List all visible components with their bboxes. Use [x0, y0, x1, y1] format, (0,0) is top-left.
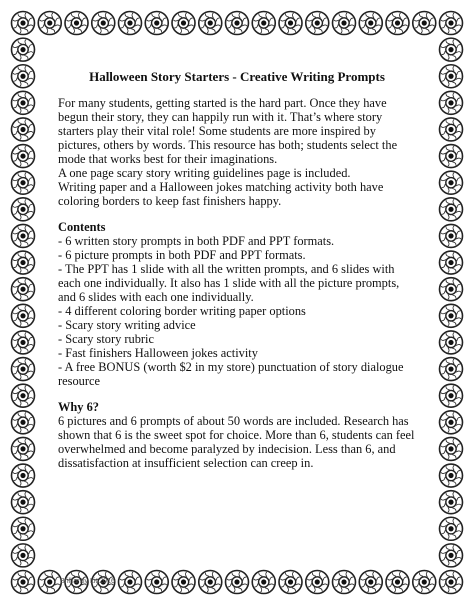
why-paragraph: 6 pictures and 6 prompts of about 50 words are included. Research has shown that 6 is the sweet spot for choice. More than 6, students can feel overwhelmed and become paralyzed by indecision. Less than 6, and dissatisfaction at insufficient selection can creep in. [58, 414, 415, 470]
eyeball-icon [12, 517, 35, 540]
eyeball-icon [440, 278, 463, 301]
eyeball-icon [359, 12, 382, 35]
eyeball-icon [413, 571, 436, 594]
list-item: - 6 picture prompts in both PDF and PPT formats. [58, 248, 306, 262]
eyeball-icon [440, 251, 463, 274]
eyeball-icon [38, 571, 61, 594]
eyeball-icon [145, 12, 168, 35]
eyeball-icon [440, 38, 463, 61]
eyeball-icon [440, 464, 463, 487]
eyeball-icon [172, 12, 195, 35]
eyeball-icon [252, 12, 275, 35]
page-title: Halloween Story Starters - Creative Writing Prompts [89, 69, 385, 84]
eyeball-icon [12, 278, 35, 301]
eyeball-icon [252, 571, 275, 594]
eyeball-icon [440, 198, 463, 221]
eyeball-icon [119, 12, 142, 35]
eyeball-icon [386, 12, 409, 35]
eyeball-icon [333, 571, 356, 594]
eyeball-icon [226, 571, 249, 594]
eyeball-icon [12, 65, 35, 88]
eyeball-icon [440, 12, 463, 35]
eyeball-icon [359, 571, 382, 594]
eyeball-icon [413, 12, 436, 35]
eyeball-icon [12, 331, 35, 354]
eyeball-icon [12, 571, 35, 594]
contents-list [58, 234, 416, 388]
eyeball-icon [440, 384, 463, 407]
eyeball-icon [440, 118, 463, 141]
content-area [58, 70, 416, 470]
eyeball-icon [440, 571, 463, 594]
why-heading: Why 6? [58, 400, 99, 414]
copyright-text: Brilliantly Lit 2016 [60, 578, 115, 585]
eyeball-icon [440, 517, 463, 540]
eyeball-icon [92, 12, 115, 35]
eyeball-icon [12, 411, 35, 434]
list-item: - Scary story rubric [58, 332, 154, 346]
eyeball-icon [333, 12, 356, 35]
intro-writing-paper-line: Writing paper and a Halloween jokes matching activity both have coloring borders to keep fast finishers happy. [58, 180, 384, 208]
eyeball-icon [12, 145, 35, 168]
eyeball-icon [440, 331, 463, 354]
eyeball-icon [119, 571, 142, 594]
eyeball-icon [38, 12, 61, 35]
eyeball-icon [386, 571, 409, 594]
list-item: - 4 different coloring border writing paper options [58, 304, 306, 318]
eyeball-icon [12, 198, 35, 221]
eyeball-icon [440, 491, 463, 514]
eyeball-icon [12, 251, 35, 274]
eyeball-icon [12, 171, 35, 194]
eyeball-icon [440, 91, 463, 114]
eyeball-icon [279, 12, 302, 35]
eyeball-icon [172, 571, 195, 594]
list-item: - A free BONUS (worth $2 in my store) punctuation of story dialogue resource [58, 360, 404, 388]
eyeball-icon [12, 91, 35, 114]
eyeball-icon [440, 358, 463, 381]
intro-guidelines-line: A one page scary story writing guidelines page is included. [58, 166, 351, 180]
eyeball-icon [12, 384, 35, 407]
list-item: - The PPT has 1 slide with all the written prompts, and 6 slides with each one individually. It also has 1 slide with all the picture prompts, and 6 slides with each one individually. [58, 262, 400, 304]
list-item: - Fast finishers Halloween jokes activity [58, 346, 258, 360]
eyeball-icon [440, 411, 463, 434]
eyeball-icon [12, 118, 35, 141]
eyeball-icon [12, 491, 35, 514]
eyeball-icon [12, 304, 35, 327]
eyeball-icon [440, 304, 463, 327]
eyeball-icon [306, 571, 329, 594]
eyeball-icon [440, 65, 463, 88]
intro-paragraph: For many students, getting started is the hard part. Once they have begun their story, they can happily run with it. That’s where story starters play their vital role! Some students are more inspired by pictures, others by words. This resource has both; students select the mode that works best for their imaginations. [58, 96, 398, 166]
eyeball-icon [145, 571, 168, 594]
eyeball-icon [199, 571, 222, 594]
list-item: - 6 written story prompts in both PDF and PPT formats. [58, 234, 335, 248]
eyeball-icon [440, 437, 463, 460]
eyeball-icon [440, 171, 463, 194]
eyeball-icon [279, 571, 302, 594]
eyeball-icon [12, 224, 35, 247]
eyeball-icon [12, 358, 35, 381]
eyeball-icon [226, 12, 249, 35]
contents-heading: Contents [58, 220, 106, 234]
eyeball-icon [199, 12, 222, 35]
eyeball-icon [12, 464, 35, 487]
eyeball-icon [12, 544, 35, 567]
eyeball-icon [65, 12, 88, 35]
eyeball-icon [12, 12, 35, 35]
eyeball-icon [12, 437, 35, 460]
eyeball-icon [306, 12, 329, 35]
eyeball-icon [12, 38, 35, 61]
eyeball-icon [440, 544, 463, 567]
eyeball-icon [440, 224, 463, 247]
eyeball-icon [440, 145, 463, 168]
list-item: - Scary story writing advice [58, 318, 196, 332]
